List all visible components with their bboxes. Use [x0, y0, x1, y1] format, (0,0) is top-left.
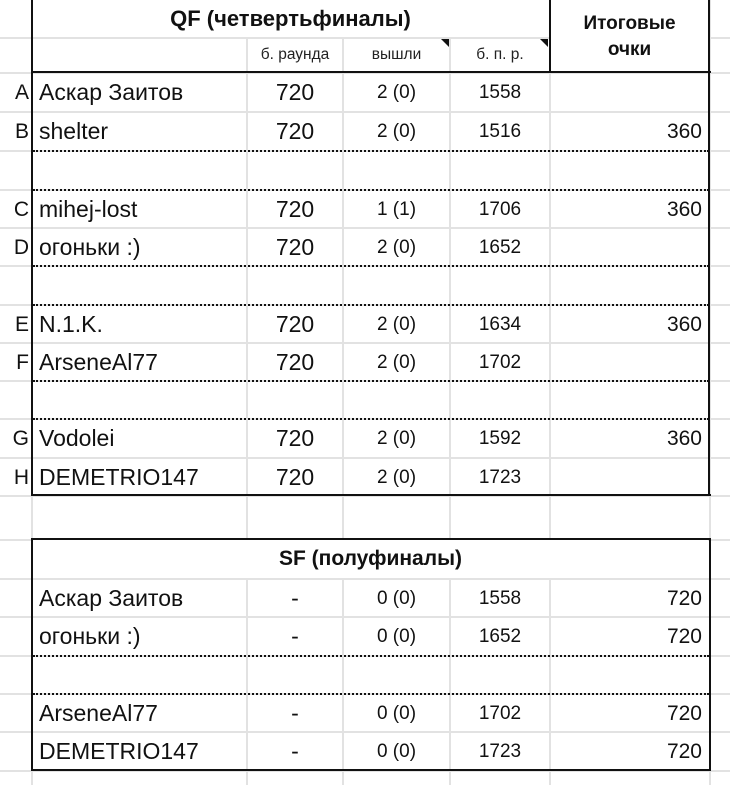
total-points-cell[interactable]: 720	[666, 586, 702, 610]
player-name-cell[interactable]: Vodolei	[39, 425, 115, 451]
pair-separator-dotted	[33, 418, 709, 420]
total-points-cell[interactable]: 360	[666, 197, 702, 221]
sf-title: SF (полуфиналы)	[278, 547, 463, 570]
bpr-cell[interactable]: 1652	[478, 236, 522, 258]
pair-separator-dotted	[33, 693, 709, 695]
bpr-cell[interactable]: 1723	[478, 740, 522, 762]
row-label[interactable]: H	[13, 465, 29, 489]
advanced-cell[interactable]: 0 (0)	[376, 702, 417, 724]
round-points-cell[interactable]: 720	[275, 79, 315, 105]
pair-separator-dotted	[33, 380, 709, 382]
advanced-cell[interactable]: 2 (0)	[376, 351, 417, 373]
row-label[interactable]: G	[12, 426, 29, 450]
col-header-round-points: б. раунда	[260, 46, 330, 63]
bpr-cell[interactable]: 1652	[478, 625, 522, 647]
pair-separator-dotted	[33, 150, 709, 152]
advanced-cell[interactable]: 1 (1)	[376, 198, 417, 220]
bpr-cell[interactable]: 1702	[478, 702, 522, 724]
advanced-cell[interactable]: 2 (0)	[376, 236, 417, 258]
bpr-cell[interactable]: 1592	[478, 427, 522, 449]
row-label[interactable]: E	[14, 312, 29, 336]
total-points-cell[interactable]: 360	[666, 119, 702, 143]
total-header-line1: Итоговые	[583, 13, 676, 34]
advanced-cell[interactable]: 2 (0)	[376, 427, 417, 449]
player-name-cell[interactable]: DEMETRIO147	[39, 738, 199, 764]
total-points-cell[interactable]	[551, 344, 708, 381]
advanced-cell[interactable]: 0 (0)	[376, 740, 417, 762]
comment-indicator-icon[interactable]	[441, 39, 449, 47]
advanced-cell[interactable]: 0 (0)	[376, 625, 417, 647]
qf-border-right	[708, 0, 710, 496]
bpr-cell[interactable]: 1706	[478, 198, 522, 220]
total-points-cell[interactable]: 360	[666, 312, 702, 336]
bpr-cell[interactable]: 1516	[478, 120, 522, 142]
round-points-cell[interactable]: -	[291, 738, 299, 764]
advanced-cell[interactable]: 2 (0)	[376, 81, 417, 103]
player-name-cell[interactable]: ArseneAl77	[39, 349, 158, 375]
total-header-line2: очки	[607, 39, 652, 60]
player-name-cell[interactable]: огоньки :)	[39, 623, 141, 649]
comment-indicator-icon[interactable]	[540, 39, 548, 47]
pair-separator-dotted	[33, 655, 709, 657]
player-name-cell[interactable]: N.1.K.	[39, 311, 103, 337]
total-points-cell[interactable]	[551, 229, 708, 266]
bpr-cell[interactable]: 1558	[478, 81, 522, 103]
player-name-cell[interactable]: Аскар Заитов	[39, 79, 184, 105]
bpr-cell[interactable]: 1702	[478, 351, 522, 373]
round-points-cell[interactable]: 720	[275, 464, 315, 490]
qf-title: QF (четвертьфиналы)	[170, 5, 411, 31]
player-name-cell[interactable]: mihej-lost	[39, 196, 138, 222]
total-points-cell[interactable]: 720	[666, 701, 702, 725]
round-points-cell[interactable]: -	[291, 623, 299, 649]
bpr-cell[interactable]: 1634	[478, 313, 522, 335]
player-name-cell[interactable]: ArseneAl77	[39, 700, 158, 726]
player-name-cell[interactable]: огоньки :)	[39, 234, 141, 260]
advanced-cell[interactable]: 2 (0)	[376, 313, 417, 335]
player-name-cell[interactable]: Аскар Заитов	[39, 585, 184, 611]
pair-separator-dotted	[33, 265, 709, 267]
total-points-cell[interactable]: 360	[666, 426, 702, 450]
bpr-cell[interactable]: 1723	[478, 466, 522, 488]
round-points-cell[interactable]: 720	[275, 196, 315, 222]
col-header-advanced: вышли	[371, 46, 422, 63]
round-points-cell[interactable]: 720	[275, 349, 315, 375]
round-points-cell[interactable]: -	[291, 585, 299, 611]
total-points-header	[551, 2, 708, 72]
advanced-cell[interactable]: 0 (0)	[376, 587, 417, 609]
bpr-cell[interactable]: 1558	[478, 587, 522, 609]
round-points-cell[interactable]: 720	[275, 311, 315, 337]
round-points-cell[interactable]: -	[291, 700, 299, 726]
total-points-cell[interactable]	[551, 459, 708, 496]
advanced-cell[interactable]: 2 (0)	[376, 120, 417, 142]
total-points-cell[interactable]: 720	[666, 624, 702, 648]
advanced-cell[interactable]: 2 (0)	[376, 466, 417, 488]
round-points-cell[interactable]: 720	[275, 118, 315, 144]
pair-separator-dotted	[33, 189, 709, 191]
pair-separator-dotted	[33, 304, 709, 306]
row-label[interactable]: A	[14, 80, 29, 104]
col-header-bpr: б. п. р.	[476, 46, 524, 63]
player-name-cell[interactable]: shelter	[39, 118, 109, 144]
total-points-cell[interactable]: 720	[666, 739, 702, 763]
round-points-cell[interactable]: 720	[275, 425, 315, 451]
row-label[interactable]: C	[13, 197, 29, 221]
row-label[interactable]: F	[16, 350, 29, 374]
player-name-cell[interactable]: DEMETRIO147	[39, 464, 199, 490]
row-label[interactable]: B	[14, 119, 29, 143]
row-label[interactable]: D	[13, 235, 29, 259]
round-points-cell[interactable]: 720	[275, 234, 315, 260]
total-points-cell[interactable]	[551, 74, 708, 111]
